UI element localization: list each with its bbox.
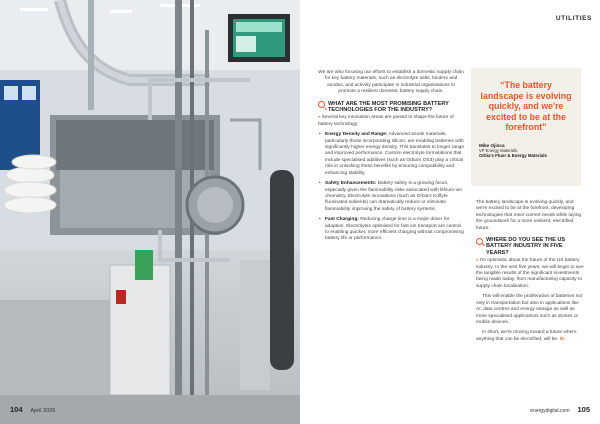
right-page-number: 105 xyxy=(577,405,590,414)
list-item xyxy=(318,181,464,213)
magnifier-icon xyxy=(476,238,483,245)
pull-quote xyxy=(471,68,581,186)
bullet-text: Reducing charge time is a major driver for adoption. Electrolytes optimised for fast ion transport are central to enabling quicker, more efficient charging without compromising battery life or performance. xyxy=(325,217,464,242)
bullet-text: Advanced anode materials, particularly those incorporating silicon, are enabling batteries with significantly higher energy density. This translates to longer range and improved performance. Custom electrolyte formulations that include specialised additives (such as Orbia's OS3) play a critical role in unlocking these benefits by ensuring compatibility and enhancing stability. xyxy=(325,132,465,176)
question-1-heading: WHAT ARE THE MOST PROMISING BATTERY TECHNOLOGIES FOR THE INDUSTRY? xyxy=(328,100,449,114)
left-page-footer xyxy=(10,405,55,414)
answer-1-intro xyxy=(318,115,464,128)
article-column-2 xyxy=(476,200,584,347)
left-page-number: 104 xyxy=(10,405,23,414)
issue-date: April 2026 xyxy=(30,408,56,414)
answer-2-paragraph-2: This will enable the proliferation of batteries not only in transportation but also in applications like AI, data centres and energy storage as well as more specialised applications such as drones or mobile devices. xyxy=(476,294,583,325)
quote-text: “The battery landscape is evolving quickly, and we're excited to be at the forefront” xyxy=(480,80,572,132)
answer-2-paragraph-1 xyxy=(476,258,584,290)
section-label: UTILITIES xyxy=(555,15,592,22)
innovation-list xyxy=(318,132,464,243)
question-2 xyxy=(476,237,584,256)
bullet-title: Fast Charging: xyxy=(325,217,359,223)
website-url[interactable]: energydigital.com xyxy=(530,408,570,414)
quote-author-company: Orbia's Fluor & Energy Materials xyxy=(479,152,547,158)
answer-arrow-icon: » xyxy=(476,258,479,264)
question-2-heading: WHERE DO YOU SEE THE US BATTERY INDUSTRY IN FIVE YEARS? xyxy=(486,237,566,256)
list-item xyxy=(318,132,464,177)
bullet-title: Energy Density and Range: xyxy=(325,132,388,138)
magnifier-icon xyxy=(318,101,325,108)
answer-arrow-icon: » xyxy=(318,115,321,121)
question-1 xyxy=(318,101,464,114)
quote-author-name: Mike Ojinca xyxy=(479,142,505,148)
list-item xyxy=(318,217,464,243)
bullet-text: Battery safety is a growing focus, especially given the flammability risks associated with lithium-ion chemistry. Electrolyte innovations (such as Orbia's Koflyte fluorinated solvents) can dramatically reduce or eliminate flammability improving the safety of battery systems. xyxy=(325,181,463,212)
answer-1-text: Several key innovation areas are poised to shape the future of battery technology: xyxy=(318,115,454,127)
right-page-footer xyxy=(530,405,590,414)
right-page xyxy=(300,0,600,424)
quote-author-role: VP Energy Materials, xyxy=(479,147,519,153)
end-mark-icon: ⊙ xyxy=(559,336,564,342)
answer-2-closing: In short, we're moving toward a future where anything that can be electrified, will be. xyxy=(476,330,577,342)
column-2-paragraph: The battery landscape is evolving quickly, and we're excited to be at the forefront, developing technologies that meet current needs while laying the groundwork for a more resilient, electrified future. xyxy=(476,200,582,231)
answer-2-paragraph-3 xyxy=(476,330,584,343)
bullet-title: Safety Enhancements: xyxy=(325,181,377,187)
answer-2-text: I'm optimistic about the future of the US battery industry. In the next five years, we will begin to see the tangible results of the significant investments being made today, from manufacturing capacity to supply chain localisation. xyxy=(476,258,584,289)
article-column-1 xyxy=(318,70,464,247)
intro-paragraph: We are also focusing our efforts to establish a domestic supply chain for key battery materials, such as electrolyte salts, binders and anodes, and actively participate in industrial organisations to promote a resilient domestic battery supply chain. xyxy=(318,70,464,95)
